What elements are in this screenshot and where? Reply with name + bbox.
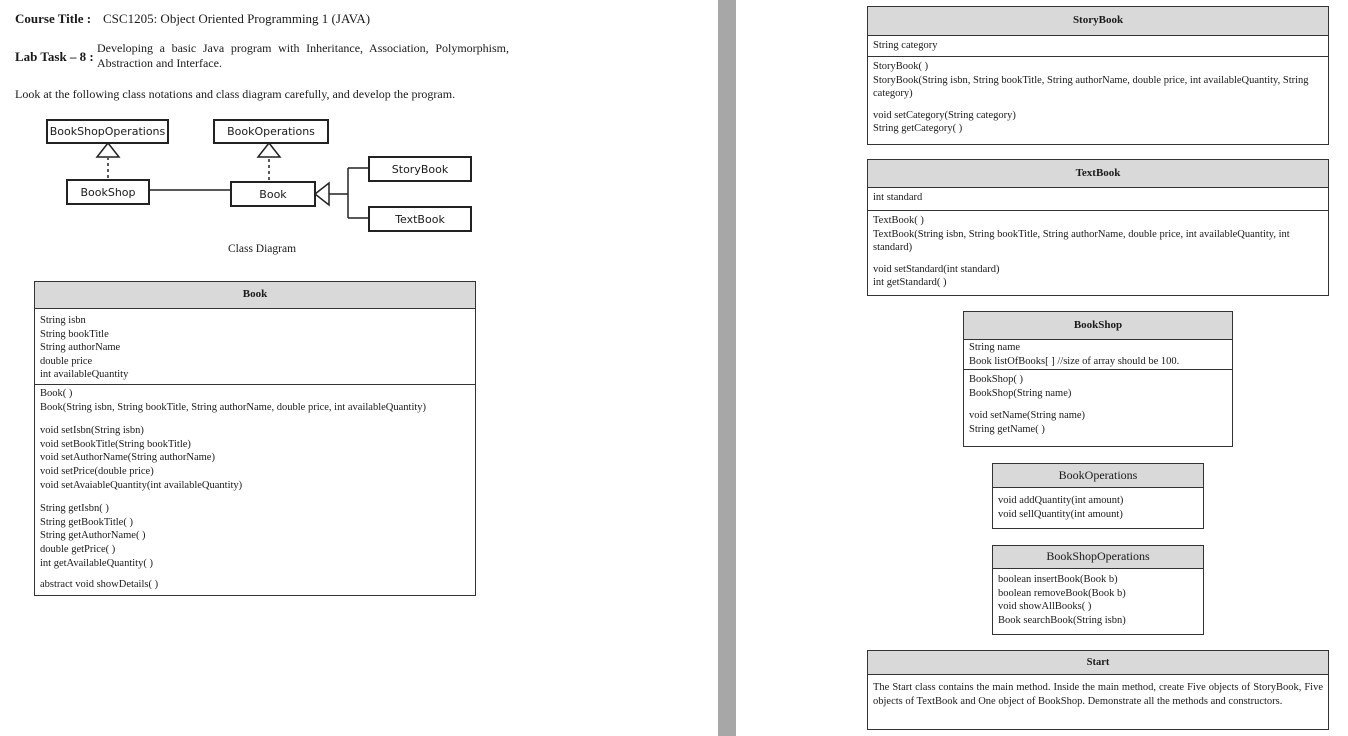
realization-arrow-book — [258, 143, 280, 157]
method: boolean insertBook(Book b) — [998, 574, 1118, 585]
getter-method: String getBookTitle( ) — [40, 516, 133, 528]
storybook-attributes — [868, 36, 1328, 57]
page-gutter — [718, 0, 736, 736]
start-class-table — [867, 650, 1329, 730]
bookshopoperations-methods — [993, 569, 1203, 630]
diagram-box-textbook: TextBook — [368, 206, 472, 232]
method: void setStandard(int standard) — [873, 263, 1000, 275]
setter-method: void setPrice(double price) — [40, 465, 154, 477]
attribute: String authorName — [40, 342, 121, 354]
setter-method: void setIsbn(String isbn) — [40, 425, 144, 437]
start-class-title: Start — [868, 651, 1328, 675]
getter-method: String getAuthorName( ) — [40, 530, 146, 542]
right-page — [736, 0, 1348, 736]
method: void setName(String name) — [969, 410, 1086, 422]
constructor: Book( ) — [40, 387, 73, 399]
textbook-methods — [868, 211, 1328, 293]
method: void setCategory(String category) — [873, 109, 1016, 121]
attribute: Book listOfBooks[ ] //size of array should be 100. — [969, 355, 1180, 367]
textbook-class-title: TextBook — [868, 160, 1328, 188]
constructor: BookShop( ) — [969, 374, 1023, 386]
instruction-text: Look at the following class notations and class diagram carefully, and develop the program. — [15, 87, 456, 101]
attribute: String isbn — [40, 315, 86, 326]
attribute: String name — [969, 342, 1021, 353]
lab-task-label: Lab Task – 8 : — [15, 49, 94, 64]
method: String getCategory( ) — [873, 123, 963, 135]
bookshop-attributes — [964, 340, 1232, 370]
textbook-class-table — [867, 159, 1329, 296]
bookoperations-interface-title: BookOperations — [993, 464, 1203, 488]
method: boolean removeBook(Book b) — [998, 587, 1126, 599]
textbook-attributes — [868, 188, 1328, 211]
constructor: Book(String isbn, String bookTitle, String authorName, double price, int availableQuantity) — [40, 401, 427, 413]
book-class-table — [34, 281, 476, 596]
book-class-title: Book — [35, 282, 475, 309]
constructor: StoryBook(String isbn, String bookTitle, String authorName, double price, int availableQuantity, String category) — [873, 74, 1309, 100]
diagram-box-book: Book — [230, 181, 316, 207]
constructor: BookShop(String name) — [969, 387, 1072, 399]
getter-method: double getPrice( ) — [40, 543, 116, 555]
setter-method: void setBookTitle(String bookTitle) — [40, 438, 191, 450]
setter-method: void setAvaiableQuantity(int availableQuantity) — [40, 479, 243, 491]
method: String getName( ) — [969, 423, 1045, 435]
constructor: StoryBook( ) — [873, 61, 929, 72]
bookshop-class-table — [963, 311, 1233, 447]
method: Book searchBook(String isbn) — [998, 614, 1126, 626]
realization-arrow-bookshop — [97, 143, 119, 157]
method: void showAllBooks( ) — [998, 601, 1092, 613]
bookoperations-methods — [993, 488, 1203, 524]
bookoperations-interface-table — [992, 463, 1204, 529]
constructor: TextBook( ) — [873, 215, 924, 226]
setter-method: void setAuthorName(String authorName) — [40, 452, 215, 464]
start-class-description: The Start class contains the main method. Inside the main method, create Five objects of StoryBook, Five objects of TextBook and One object of BookShop. Demonstrate all the methods and constructors. — [873, 682, 1323, 707]
storybook-class-title: StoryBook — [868, 7, 1328, 36]
lab-task-value: Developing a basic Java program with Inheritance, Association, Polymorphism, Abstraction and Interface. — [97, 41, 509, 70]
attribute: String bookTitle — [40, 328, 109, 340]
course-title-label: Course Title : — [15, 11, 92, 26]
attribute: double price — [40, 355, 93, 367]
storybook-methods — [868, 57, 1328, 139]
abstract-method: abstract void showDetails( ) — [40, 579, 159, 591]
storybook-class-table — [867, 6, 1329, 145]
bookshop-class-title: BookShop — [964, 312, 1232, 340]
diagram-box-bookshop: BookShop — [66, 179, 150, 205]
constructor: TextBook(String isbn, String bookTitle, String authorName, double price, int availableQuantity, int standard) — [873, 228, 1290, 254]
method: int getStandard( ) — [873, 277, 947, 289]
method: void addQuantity(int amount) — [998, 495, 1124, 506]
attribute: String category — [873, 40, 938, 51]
getter-method: String getIsbn( ) — [40, 503, 109, 515]
bookshopoperations-interface-title: BookShopOperations — [993, 546, 1203, 569]
diagram-box-bookoperations: BookOperations — [213, 119, 329, 144]
method: void sellQuantity(int amount) — [998, 508, 1123, 520]
book-attributes — [35, 309, 475, 385]
attribute: int availableQuantity — [40, 369, 129, 381]
diagram-caption: Class Diagram — [228, 243, 297, 255]
diagram-box-storybook: StoryBook — [368, 156, 472, 182]
inheritance-arrow — [315, 183, 329, 205]
bookshopoperations-interface-table — [992, 545, 1204, 635]
attribute: int standard — [873, 192, 923, 203]
bookshop-methods — [964, 370, 1232, 439]
book-methods — [35, 385, 475, 594]
getter-method: int getAvailableQuantity( ) — [40, 557, 153, 569]
diagram-box-bookshopoperations: BookShopOperations — [46, 119, 169, 144]
course-title-value: CSC1205: Object Oriented Programming 1 (JAVA) — [103, 11, 371, 26]
